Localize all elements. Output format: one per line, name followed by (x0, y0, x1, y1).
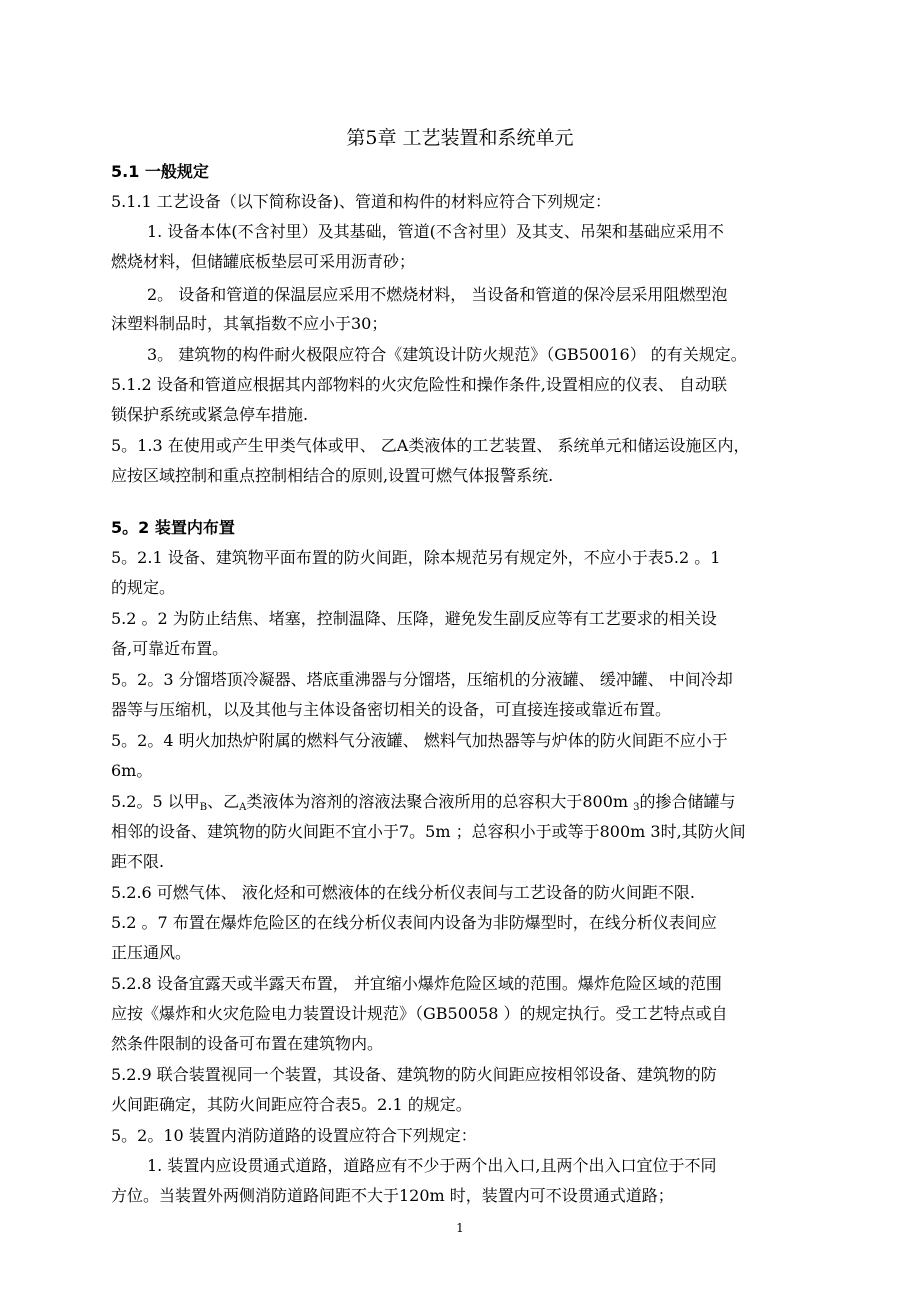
clause-5-2-1-line-1: 5。2.1 设备、建筑物平面布置的防火间距，除本规范另有规定外，不应小于表5.2 。1 (111, 548, 721, 567)
clause-5-2-5-line-1 (111, 792, 811, 812)
clause-5-2-9-line-2: 火间距确定，其防火间距应符合表5。2.1 的规定。 (111, 1095, 472, 1114)
clause-5-2-3-line-2: 器等与压缩机，以及其他与主体设备密切相关的设备，可直接连接或靠近布置。 (111, 700, 672, 719)
clause-5-2-2-line-2: 备,可靠近布置。 (111, 639, 229, 658)
clause-5-2-2-line-1: 5.2 。2 为防止结焦、堵塞，控制温降、压降，避免发生副反应等有工艺要求的相关设 (111, 609, 717, 628)
list-item-3: 3。 建筑物的构件耐火极限应符合《建筑设计防火规范》（GB50016） 的有关规定。 (147, 345, 747, 364)
clause-5-2-5-text-c: 类液体为溶剂的溶液法聚合液所用的总容积大于800m (246, 792, 634, 811)
clause-5-2-9-line-1: 5.2.9 联合装置视同一个装置，其设备、建筑物的防火间距应按相邻设备、建筑物的防 (111, 1065, 717, 1084)
clause-5-2-8-line-2: 应按《爆炸和火灾危险电力装置设计规范》（GB50058 ）的规定执行。受工艺特点或自 (111, 1004, 728, 1023)
clause-5-2-5-text-b: 、乙 (207, 792, 240, 811)
subscript-b: B (199, 802, 208, 813)
clause-5-2-7-line-2: 正压通风。 (111, 943, 192, 962)
clause-5-1-1: 5.1.1 工艺设备（以下简称设备)、管道和构件的材料应符合下列规定： (111, 192, 612, 211)
clause-5-2-10: 5。2。10 装置内消防道路的设置应符合下列规定： (111, 1126, 477, 1145)
clause-5-2-8-line-3: 然条件限制的设备可布置在建筑物内。 (111, 1034, 384, 1053)
clause-5-2-5-line-2: 相邻的设备、建筑物的防火间距不宜小于7。5m ；总容积小于或等于800m 3时,其防火间 (111, 822, 746, 841)
clause-5-1-3-line-1: 5。1.3 在使用或产生甲类气体或甲、 乙A类液体的工艺装置、 系统单元和储运设施区内， (111, 436, 750, 455)
clause-5-1-2-line-2: 锁保护系统或紧急停车措施. (111, 405, 309, 424)
clause-5-2-5-text-a: 5.2。5 以甲 (111, 792, 200, 811)
unit-exponent: 3 (633, 802, 640, 813)
clause-5-2-1-line-2: 的规定。 (111, 578, 176, 597)
list-item-2-line-2: 沫塑料制品时，其氧指数不应小于30； (111, 314, 388, 333)
list-item-1-line-1: 1. 设备本体(不含衬里）及其基础，管道(不含衬里）及其支、吊架和基础应采用不 (147, 222, 724, 241)
subscript-a: A (239, 802, 247, 813)
chapter-title: 第5章 工艺装置和系统单元 (346, 127, 574, 149)
clause-5-2-5-line-3: 距不限. (111, 852, 165, 871)
clause-5-2-5-text-d: 的掺合储罐与 (639, 792, 736, 811)
clause-5-1-3-line-2: 应按区域控制和重点控制相结合的原则,设置可燃气体报警系统. (111, 466, 554, 485)
clause-5-1-2-line-1: 5.1.2 设备和管道应根据其内部物料的火灾危险性和操作条件,设置相应的仪表、 自动联 (111, 375, 727, 394)
road-item-1-line-2: 方位。当装置外两侧消防道路间距不大于120m 时，装置内可不设贯通式道路； (111, 1186, 674, 1205)
page-number: 1 (456, 1221, 464, 1235)
section-heading-5-1: 5.1 一般规定 (111, 162, 209, 181)
clause-5-2-6: 5.2.6 可燃气体、 液化烃和可燃液体的在线分析仪表间与工艺设备的防火间距不限. (111, 883, 695, 902)
clause-5-2-8-line-1: 5.2.8 设备宜露天或半露天布置， 并宜缩小爆炸危险区域的范围。爆炸危险区域的范围 (111, 974, 722, 993)
clause-5-2-3-line-1: 5。2。3 分馏塔顶冷凝器、塔底重沸器与分馏塔，压缩机的分液罐、 缓冲罐、 中间冷却 (111, 670, 733, 689)
section-heading-5-2: 5。2 装置内布置 (111, 518, 235, 537)
list-item-1-line-2: 燃烧材料，但储罐底板垫层可采用沥青砂； (111, 252, 416, 271)
clause-5-2-4-line-1: 5。2。4 明火加热炉附属的燃料气分液罐、 燃料气加热器等与炉体的防火间距不应小于 (111, 731, 728, 750)
road-item-1-line-1: 1. 装置内应设贯通式道路，道路应有不少于两个出入口,且两个出入口宜位于不同 (147, 1156, 717, 1175)
clause-5-2-4-line-2: 6m。 (111, 761, 153, 780)
list-item-2-line-1: 2。 设备和管道的保温层应采用不燃烧材料， 当设备和管道的保冷层采用阻燃型泡 (147, 285, 728, 304)
clause-5-2-7-line-1: 5.2 。7 布置在爆炸危险区的在线分析仪表间内设备为非防爆型时，在线分析仪表间应 (111, 913, 717, 932)
